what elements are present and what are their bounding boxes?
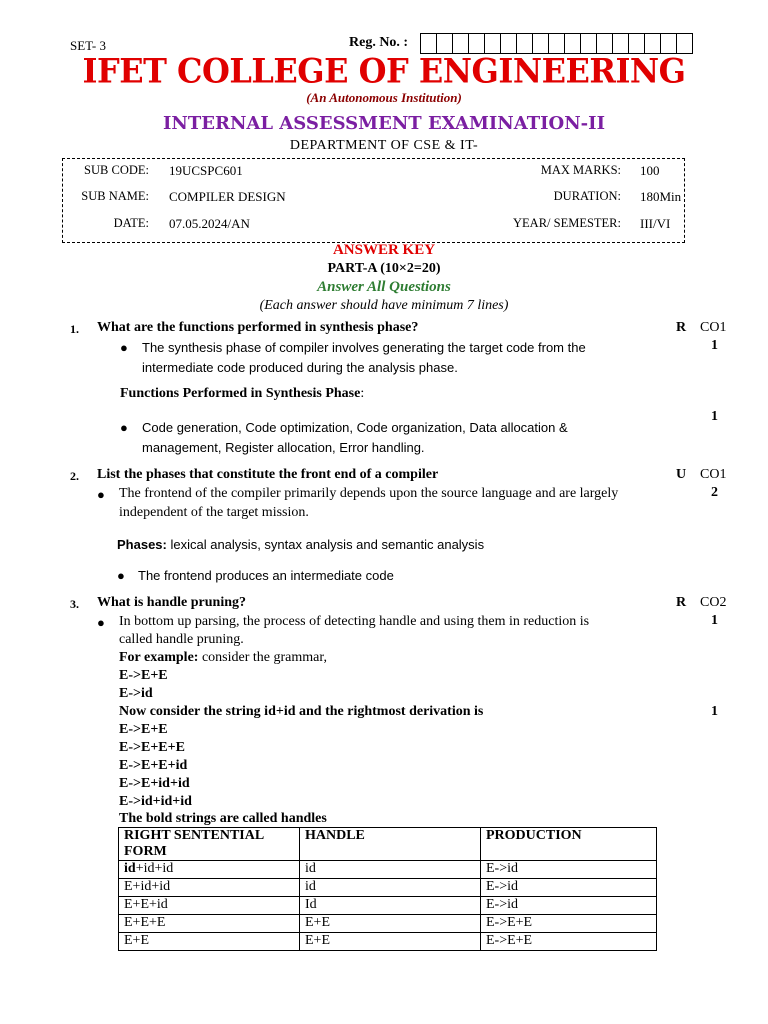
derivation-step-1: E->E+E bbox=[119, 722, 168, 737]
q3-mark2: 1 bbox=[711, 704, 718, 719]
q1-mark2: 1 bbox=[711, 409, 718, 424]
table-cell: Id bbox=[300, 897, 481, 915]
table-cell: E+E bbox=[119, 933, 300, 951]
q1-co: CO1 bbox=[700, 320, 727, 335]
table-cell: E+E+id bbox=[119, 897, 300, 915]
q1-bullet2-cont: management, Register allocation, Error handling. bbox=[142, 440, 425, 455]
exam-title: INTERNAL ASSESSMENT EXAMINATION-II bbox=[163, 113, 605, 134]
table-cell: E+id+id bbox=[119, 879, 300, 897]
q3-number: 3. bbox=[70, 597, 79, 611]
sub-code-label: SUB CODE: bbox=[84, 163, 149, 177]
q2-level: U bbox=[676, 467, 687, 482]
table-cell: id bbox=[300, 861, 481, 879]
date-value: 07.05.2024/AN bbox=[169, 216, 250, 231]
q3-bullet1-cont: called handle pruning. bbox=[119, 632, 244, 647]
duration-label: DURATION: bbox=[553, 189, 621, 203]
max-marks: 100 bbox=[640, 163, 660, 178]
year-semester-label: YEAR/ SEMESTER: bbox=[513, 216, 621, 230]
department: DEPARTMENT OF CSE & IT- bbox=[289, 138, 479, 153]
max-marks-label: MAX MARKS: bbox=[540, 163, 621, 177]
table-header-row bbox=[119, 828, 657, 861]
q3-bullet1: In bottom up parsing, the process of detecting handle and using them in reduction is bbox=[119, 614, 590, 629]
table-row bbox=[119, 897, 657, 915]
answer-key-title: ANSWER KEY bbox=[332, 242, 436, 258]
part-a-title: PART-A (10×2=20) bbox=[327, 261, 441, 276]
derivation-step-2: E->E+E+E bbox=[119, 740, 185, 755]
q3-mark1: 1 bbox=[711, 613, 718, 628]
q3-text: What is handle pruning? bbox=[97, 595, 246, 610]
q1-text: What are the functions performed in synthesis phase? bbox=[97, 320, 419, 335]
q2-bullet1-cont: independent of the target mission. bbox=[119, 505, 309, 520]
q2-text: List the phases that constitute the front end of a compiler bbox=[97, 467, 439, 482]
handles-note: The bold strings are called handles bbox=[119, 811, 327, 826]
table-cell: E+E+E bbox=[119, 915, 300, 933]
sub-name: COMPILER DESIGN bbox=[169, 189, 286, 204]
derivation-step-4: E->E+id+id bbox=[119, 776, 190, 791]
bullet: ● bbox=[97, 615, 105, 630]
table-row bbox=[119, 879, 657, 897]
derivation-step-5: E->id+id+id bbox=[119, 794, 192, 809]
instruction-note: (Each answer should have minimum 7 lines) bbox=[259, 298, 509, 313]
q1-subheading: Functions Performed in Synthesis Phase: bbox=[120, 386, 365, 401]
q1-bullet2: Code generation, Code optimization, Code organization, Data allocation & bbox=[142, 420, 568, 435]
q1-level: R bbox=[676, 320, 687, 335]
answer-all-label: Answer All Questions bbox=[317, 279, 451, 295]
q1-number: 1. bbox=[70, 322, 79, 336]
sub-code: 19UCSPC601 bbox=[169, 163, 243, 178]
table-cell: E->E+E bbox=[481, 915, 657, 933]
q2-bullet1: The frontend of the compiler primarily depends upon the source language and are largely bbox=[119, 486, 619, 501]
table-cell: E->E+E bbox=[481, 933, 657, 951]
grammar-line-2: E->id bbox=[119, 686, 153, 701]
q2-phases: Phases: lexical analysis, syntax analysis and semantic analysis bbox=[117, 537, 485, 552]
table-cell: E->id bbox=[481, 879, 657, 897]
date-label: DATE: bbox=[113, 216, 149, 230]
q1-mark1: 1 bbox=[711, 338, 718, 353]
bullet: ● bbox=[120, 340, 128, 355]
set-label: SET- 3 bbox=[70, 38, 106, 53]
table-cell: E+E bbox=[300, 933, 481, 951]
autonomous-label: (An Autonomous Institution) bbox=[306, 90, 462, 105]
q2-co: CO1 bbox=[700, 467, 727, 482]
table-row bbox=[119, 861, 657, 879]
table-row bbox=[119, 933, 657, 951]
column-header: HANDLE bbox=[300, 828, 481, 861]
q3-consider: Now consider the string id+id and the rightmost derivation is bbox=[119, 704, 484, 719]
column-header: PRODUCTION bbox=[481, 828, 657, 861]
q3-level: R bbox=[676, 595, 687, 610]
table-row bbox=[119, 915, 657, 933]
q1-bullet1-cont: intermediate code produced during the analysis phase. bbox=[142, 360, 458, 375]
table-cell: E+E bbox=[300, 915, 481, 933]
grammar-line-1: E->E+E bbox=[119, 668, 168, 683]
exam-info-box bbox=[62, 158, 685, 243]
bullet: ● bbox=[117, 568, 125, 583]
bullet: ● bbox=[97, 487, 105, 502]
q2-bullet2: The frontend produces an intermediate code bbox=[138, 568, 394, 583]
q3-co: CO2 bbox=[700, 595, 727, 610]
q2-mark: 2 bbox=[711, 485, 718, 500]
table-cell: E->id bbox=[481, 897, 657, 915]
bullet: ● bbox=[120, 420, 128, 435]
q2-number: 2. bbox=[70, 469, 79, 483]
column-header: RIGHT SENTENTIAL FORM bbox=[119, 828, 300, 861]
q1-bullet1: The synthesis phase of compiler involves generating the target code from the bbox=[142, 340, 586, 355]
sub-name-label: SUB NAME: bbox=[81, 189, 149, 203]
duration: 180Min bbox=[640, 189, 682, 204]
table-cell: id bbox=[300, 879, 481, 897]
handle-pruning-table bbox=[118, 827, 657, 951]
reg-no-label: Reg. No. : bbox=[349, 35, 409, 50]
q3-example: For example: consider the grammar, bbox=[119, 650, 327, 665]
table-cell: id+id+id bbox=[119, 861, 300, 879]
derivation-step-3: E->E+E+id bbox=[119, 758, 188, 773]
college-name: IFET COLLEGE OF ENGINEERING bbox=[82, 51, 686, 91]
table-cell: E->id bbox=[481, 861, 657, 879]
year-semester: III/VI bbox=[640, 216, 671, 231]
